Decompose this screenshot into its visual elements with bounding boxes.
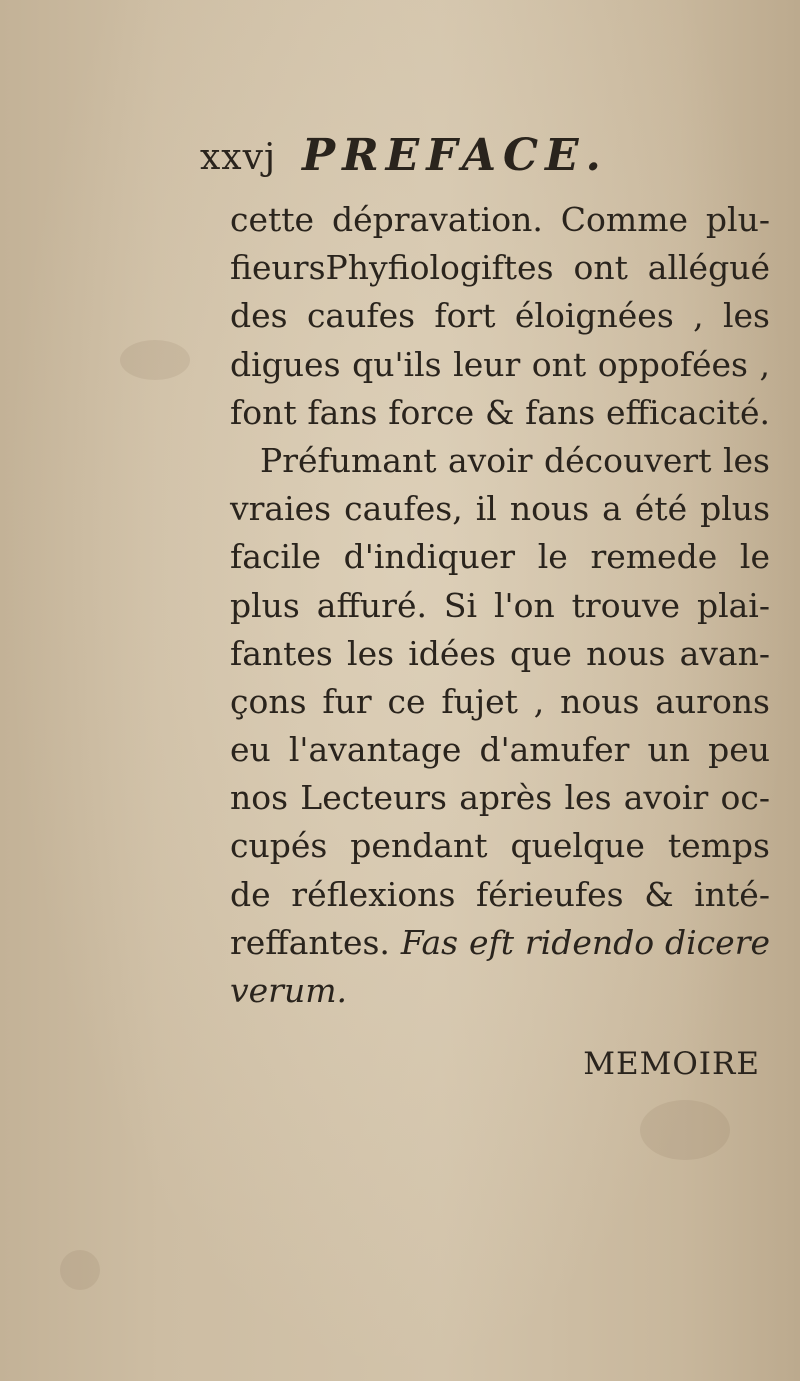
- text-fragment: reffantes.: [230, 922, 390, 962]
- text-line: nos Lecteurs après les avoir oc-: [230, 778, 770, 818]
- text-line: vraies caufes, il nous a été plus: [230, 489, 770, 529]
- page-header: [200, 128, 760, 188]
- paper-stain: [120, 340, 190, 380]
- text-line: plus affuré. Si l'on trouve plai-: [230, 585, 770, 625]
- text-line: Préfumant avoir découvert les: [260, 440, 770, 480]
- catchword: MEMOIRE: [583, 1046, 760, 1082]
- text-line: de réflexions férieufes & inté-: [230, 874, 770, 914]
- page-number: xxvj: [200, 137, 277, 178]
- latin-quote-end: verum.: [230, 971, 347, 1010]
- text-line: çons fur ce fujet , nous aurons: [230, 681, 770, 721]
- text-line: facile d'indiquer le remede le: [230, 537, 770, 577]
- text-line: fieursPhyfiologiftes ont allégué: [230, 248, 770, 288]
- text-line: des caufes fort éloignées , les: [230, 296, 770, 336]
- text-line: fantes les idées que nous avan-: [230, 633, 770, 673]
- text-line: cupés pendant quelque temps: [230, 826, 770, 866]
- text-line: eu l'avantage d'amufer un peu: [230, 730, 770, 770]
- text-line: cette dépravation. Comme plu-: [230, 200, 770, 239]
- running-title: PREFACE.: [302, 130, 608, 181]
- text-line: [230, 967, 770, 1015]
- paper-stain: [60, 1250, 100, 1290]
- text-line-with-quote: [230, 919, 770, 967]
- body-text: [230, 196, 770, 1015]
- paper-stain: [640, 1100, 730, 1160]
- text-line: font fans force & fans efficacité.: [230, 392, 770, 432]
- text-line: digues qu'ils leur ont oppofées ,: [230, 344, 770, 384]
- latin-quote: Fas eft ridendo dicere: [400, 922, 770, 962]
